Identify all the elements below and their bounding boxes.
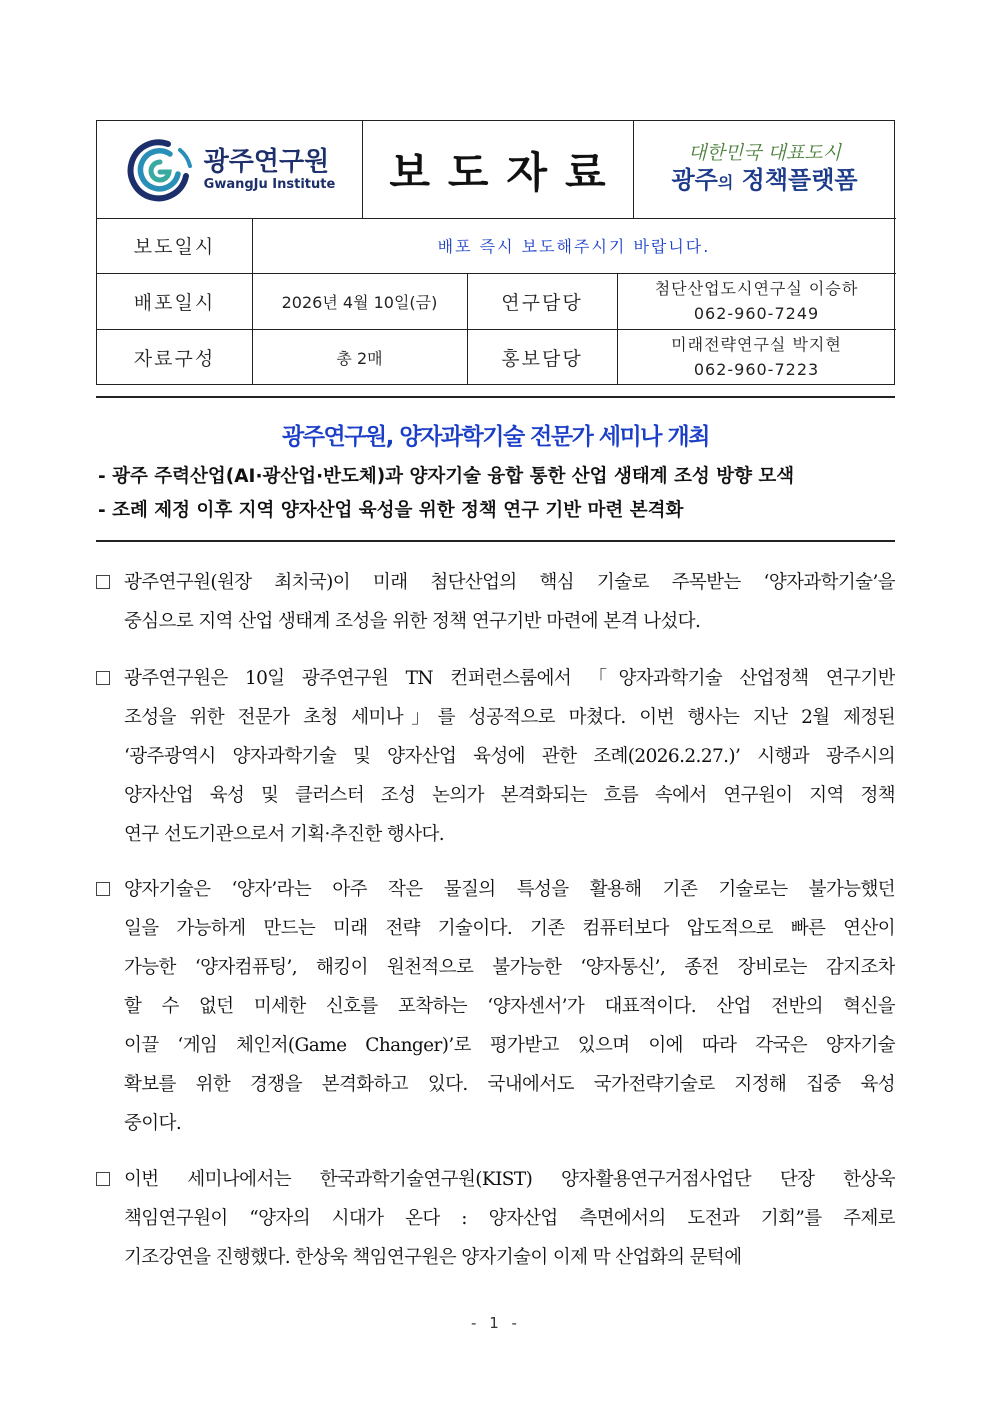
pr-contact (617, 329, 896, 385)
slogan-bottom-line (671, 165, 857, 198)
paragraph-line: 책임연구원이 “양자의 시대가 온다 : 양자산업 측면에서의 도전과 기회”를 주제로 (124, 1208, 895, 1229)
paragraph-line: 양자산업 육성 및 클러스터 조성 논의가 본격화되는 흐름 속에서 연구원이 지역 정책 (124, 785, 895, 806)
pr-contact-phone: 062-960-7223 (693, 360, 820, 379)
research-contact-label: 연구담당 (501, 291, 583, 314)
paragraph-line: 이번 세미나에서는 한국과학기술연구원(KIST) 양자활용연구거점사업단 단장 한상욱 (124, 1169, 895, 1190)
distribution-date-label: 배포일시 (133, 291, 216, 314)
paragraph-line: 연구 선도기관으로서 기획·추진한 행사다. (124, 824, 445, 845)
institute-logo (97, 121, 362, 218)
paragraph-line: 가능한 ‘양자컴퓨팅’, 해킹이 원천적으로 불가능한 ‘양자통신’, 종전 장비로는 감지조차 (124, 957, 895, 978)
subheadline-1: - 광주 주력산업(AI·광산업·반도체)과 양자기술 융합 통한 산업 생태계 조성 방향 모색 (98, 466, 795, 487)
body-paragraph-2 (96, 659, 896, 854)
pr-contact-dept: 미래전략연구실 박지현 (671, 335, 842, 354)
checkbox-bullet-icon (96, 1172, 110, 1186)
section-divider-bottom (96, 540, 895, 542)
subheadline-2: - 조례 제정 이후 지역 양자산업 육성을 위한 정책 연구 기반 마련 본격화 (98, 500, 684, 521)
paragraph-line: 광주연구원(원장 최치국)이 미래 첨단산업의 핵심 기술로 주목받는 ‘양자과학기술’을 (124, 572, 895, 593)
slogan-top-line: 대한민국 대표도시 (688, 142, 841, 164)
material-composition-label: 자료구성 (133, 347, 216, 370)
headline: 광주연구원, 양자과학기술 전문가 세미나 개최 (282, 424, 709, 450)
checkbox-bullet-icon (96, 882, 110, 896)
research-contact (617, 273, 896, 329)
checkbox-bullet-icon (96, 575, 110, 589)
section-divider-top (96, 396, 895, 398)
release-time-value: 배포 즉시 보도해주시기 바랍니다. (437, 237, 711, 256)
research-contact-dept: 첨단산업도시연구실 이승하 (654, 279, 859, 298)
paragraph-line: 광주연구원은 10일 광주연구원 TN 컨퍼런스룸에서 「양자과학기술 산업정책 연구기반 (124, 668, 895, 689)
pr-contact-label: 홍보담당 (501, 347, 583, 370)
institute-name-korean: 광주연구원 (203, 146, 330, 177)
paragraph-line: 이끌 ‘게임 체인저(Game Changer)’로 평가받고 있으며 이에 따라 각국은 양자기술 (124, 1035, 895, 1056)
paragraph-line: ‘광주광역시 양자과학기술 및 양자산업 육성에 관한 조례(2026.2.27.)’ 시행과 광주시의 (124, 746, 895, 767)
paragraph-line: 일을 가능하게 만드는 미래 전략 기술이다. 기존 컴퓨터보다 압도적으로 빠른 연산이 (124, 918, 895, 939)
paragraph-line: 조성을 위한 전문가 초청 세미나」를 성공적으로 마쳤다. 이번 행사는 지난 2월 제정된 (124, 707, 895, 728)
paragraph-line: 기조강연을 진행했다. 한상욱 책임연구원은 양자기술이 이제 막 산업화의 문턱에 (124, 1247, 742, 1268)
city-slogan (633, 121, 896, 218)
press-header-table (96, 120, 895, 385)
checkbox-bullet-icon (96, 671, 110, 685)
institute-name-english: GwangJu Institute (203, 176, 336, 192)
body-paragraph-1 (96, 563, 896, 641)
page-title: 보도자료 (389, 147, 624, 197)
page-number: - 1 - (471, 1314, 521, 1332)
distribution-date-value: 2026년 4월 10일(금) (281, 292, 438, 312)
paragraph-line: 확보를 위한 경쟁을 본격화하고 있다. 국내에서도 국가전략기술로 지정해 집중 육성 (124, 1074, 895, 1095)
body-paragraph-4 (96, 1160, 896, 1277)
body-paragraph-3 (96, 870, 896, 1143)
paragraph-line: 할 수 없던 미세한 신호를 포착하는 ‘양자센서’가 대표적이다. 산업 전반의 혁신을 (124, 996, 895, 1017)
material-composition-value: 총 2매 (336, 348, 383, 368)
slogan-particle: 의 (717, 173, 734, 192)
paragraph-line: 중이다. (124, 1113, 182, 1134)
paragraph-line: 양자기술은 ‘양자’라는 아주 작은 물질의 특성을 활용해 기존 기술로는 불가능했던 (124, 879, 895, 900)
slogan-city: 광주 (671, 166, 718, 194)
paragraph-line: 중심으로 지역 산업 생태계 조성을 위한 정책 연구기반 마련에 본격 나섰다. (124, 611, 701, 632)
release-time-label: 보도일시 (133, 236, 216, 258)
slogan-rest: 정책플랫폼 (741, 166, 858, 194)
gwangju-institute-emblem-icon (124, 136, 196, 204)
research-contact-phone: 062-960-7249 (693, 304, 820, 323)
